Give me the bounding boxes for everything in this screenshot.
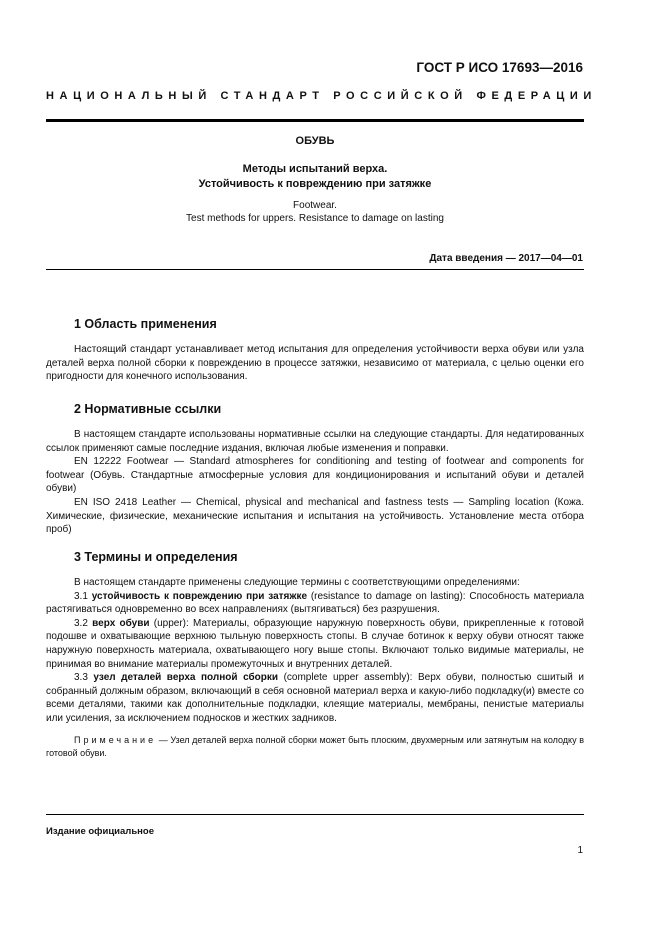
reference-en-iso-2418: EN ISO 2418 Leather — Chemical, physical and mechanical and fastness tests — Sampling location (Кожа. Химические, физические, механические испытания и испытания на устойчивость. Установление места отбора проб) bbox=[46, 496, 584, 536]
note-text: — Узел деталей верха полной сборки может быть плоским, двухмерным или затянутым на колодку в готовой обуви. bbox=[46, 734, 584, 758]
national-standard-title: НАЦИОНАЛЬНЫЙ СТАНДАРТ РОССИЙСКОЙ ФЕДЕРАЦИИ bbox=[46, 90, 597, 102]
section-heading: 3 Термины и определения bbox=[74, 550, 238, 564]
term-definition: (upper): Материалы, образующие наружную поверхность обуви, прикрепленные к готовой подошве и охватывающие верхнюю тыльную поверхность стопы. В случае ботинок к верху обуви относят также наружную поверхность материала, охватывающего ногу выше стопы. Включают только видимые материалы, не принимая во внимание материалы промежуточных и внутренних деталей. bbox=[46, 617, 585, 670]
document-code: ГОСТ Р ИСО 17693—2016 bbox=[416, 60, 583, 75]
term-name: узел деталей верха полной сборки bbox=[93, 672, 279, 684]
standard-name: ОБУВЬ bbox=[295, 135, 335, 147]
paragraph: Настоящий стандарт устанавливает метод испытания для определения устойчивости верха обуви или узла деталей верха полной сборки к повреждению в процессе затяжки, независимо от материала, с целью оценки его пригодности для конечного использования. bbox=[46, 344, 584, 383]
section-heading: 2 Нормативные ссылки bbox=[74, 402, 222, 416]
section-heading: 1 Область применения bbox=[74, 317, 217, 331]
footer-divider bbox=[46, 814, 584, 815]
title-divider bbox=[46, 269, 584, 270]
english-title-line-1: Footwear. bbox=[293, 200, 337, 211]
page-number: 1 bbox=[577, 845, 583, 856]
russian-title-line-1: Методы испытаний верха. bbox=[242, 163, 388, 175]
english-title bbox=[46, 199, 584, 225]
term-definition: (complete upper assembly): Верх обуви, полностью сшитый и собранный должным образом, включающий в себя основной материал верха и какую-либо подкладку(и) вместе со всеми деталями, такими как дополнительные подкладки, клеящие материалы, мембраны, пенистые материалы или усиления, за исключением подносков и жестких задников. bbox=[46, 672, 584, 724]
introduction-date: Дата введения — 2017—04—01 bbox=[429, 253, 583, 264]
russian-title-line-2: Устойчивость к повреждению при затяжке bbox=[198, 178, 432, 190]
term-number: 3.1 bbox=[74, 590, 92, 602]
term-3-1 bbox=[46, 590, 584, 617]
section-normative-references bbox=[46, 402, 584, 537]
term-name: верх обуви bbox=[92, 617, 150, 629]
term-definition: (resistance to damage on lasting): Способность материала растягиваться одновременно во всех направлениях (вытягиваться) без разрушения. bbox=[46, 590, 584, 616]
paragraph: В настоящем стандарте применены следующие термины с соответствующими определениями: bbox=[74, 577, 520, 588]
term-3-2 bbox=[46, 617, 584, 671]
english-title-line-2: Test methods for uppers. Resistance to damage on lasting bbox=[186, 213, 444, 224]
official-edition-label: Издание официальное bbox=[46, 826, 154, 837]
term-number: 3.2 bbox=[74, 617, 93, 629]
term-name: устойчивость к повреждению при затяжке bbox=[91, 590, 308, 602]
section-scope bbox=[46, 317, 584, 384]
header-divider bbox=[46, 119, 584, 122]
reference-en-12222: EN 12222 Footwear — Standard atmospheres for conditioning and testing of footwear and components for footwear (Обувь. Стандартные атмосферные условия для кондиционирования и испытаний обуви и деталей обуви) bbox=[46, 456, 584, 495]
section-terms-definitions bbox=[46, 550, 584, 760]
term-number: 3.3 bbox=[74, 672, 94, 684]
note bbox=[46, 734, 584, 760]
russian-title bbox=[46, 162, 584, 192]
term-3-3 bbox=[46, 671, 584, 725]
paragraph: В настоящем стандарте использованы нормативные ссылки на следующие стандарты. Для недатированных ссылок применяют самые последние издания, включая любые изменения и поправки. bbox=[46, 429, 584, 454]
note-label: Примечание bbox=[74, 734, 157, 745]
